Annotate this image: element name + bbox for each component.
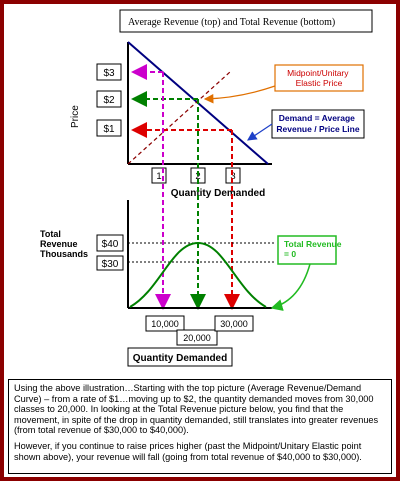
caption-box (8, 379, 392, 474)
rev-tick-30: $30 (101, 259, 119, 270)
midpoint-note: Midpoint/Unitary Elastic Price (287, 68, 349, 88)
qty-tick-2: 2 (195, 171, 201, 182)
qty-tick-3: 3 (230, 171, 236, 182)
caption-paragraph-1: Using the above illustration…Starting with the top picture (Average Revenue/Demand Curve) – from a rate of $1…moving up to $2, the quantity demanded moves from 30,000 classes to 20,000. In looking at the Total Revenue picture below, you find that the movement, in spite of the drop in quantity demanded, still translates into greater revenues (from total revenue of $30,000 to $40,000). (14, 383, 379, 436)
price-axis-label: Price (70, 105, 81, 128)
midpoint-arrow (205, 86, 275, 99)
total-zero-arrow (272, 264, 310, 308)
rev-axis-label: Total Revenue Thousands (40, 229, 89, 259)
qty-tick-30000: 30,000 (220, 319, 248, 329)
diagram-title: Average Revenue (top) and Total Revenue (bottom) (128, 17, 336, 28)
demand-note: Demand = Average Revenue / Price Line (276, 113, 360, 134)
qty-tick-10000: 10,000 (151, 319, 179, 329)
total-zero-note: Total Revenue = 0 (284, 239, 342, 259)
caption-paragraph-2: However, if you continue to raise prices higher (past the Midpoint/Unitary Elastic point shown above), your revenue will fall (going from total revenue of $40,000 to $30,000). (14, 440, 362, 462)
price-tick-1: $1 (103, 124, 115, 135)
demand-arrow (248, 124, 272, 140)
price-tick-3: $3 (103, 68, 115, 79)
qty-tick-20000: 20,000 (183, 333, 211, 343)
rev-tick-40: $40 (101, 239, 119, 250)
bottom-x-axis-label: Quantity Demanded (132, 353, 228, 364)
price-tick-2: $2 (103, 95, 115, 106)
qty-tick-1: 1 (156, 171, 162, 182)
top-x-axis-label: Quantity Demanded (170, 188, 266, 199)
